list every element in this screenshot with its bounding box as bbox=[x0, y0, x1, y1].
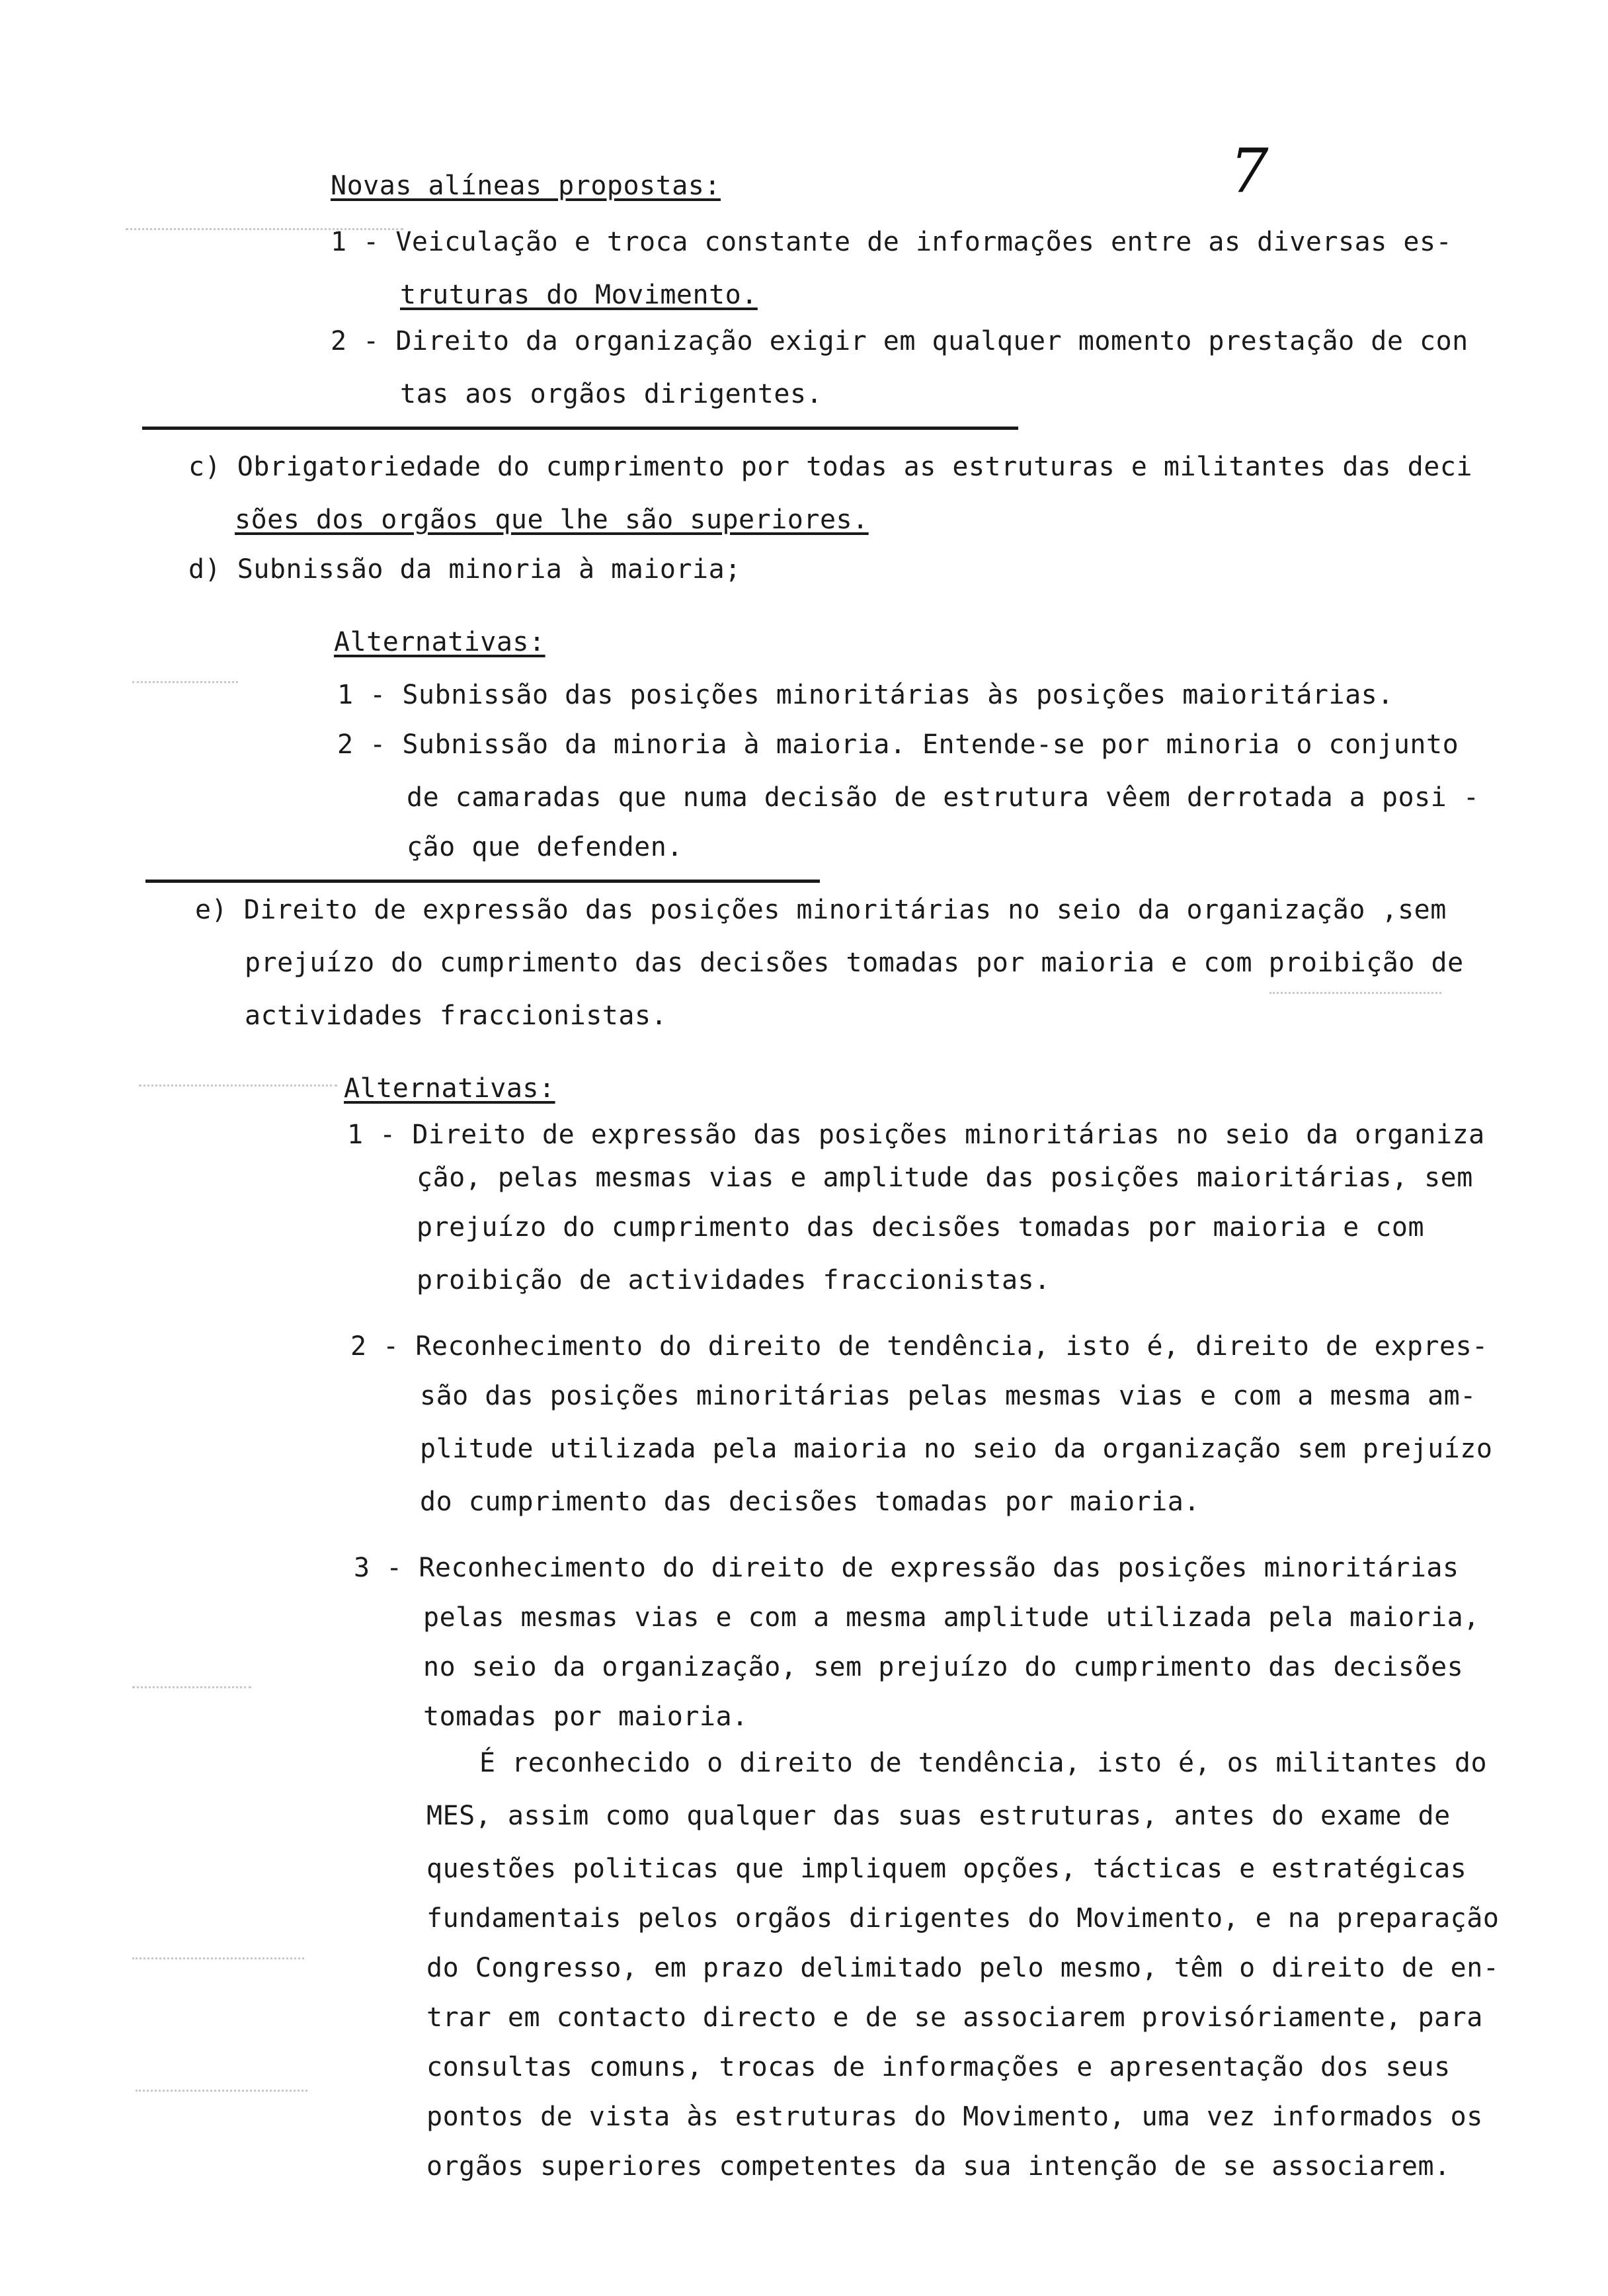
paragraph-line: trar em contacto directo e de se associarem provisóriamente, para bbox=[426, 2002, 1483, 2033]
proposal-line: 1 - Veiculação e troca constante de informações entre as diversas es- bbox=[331, 227, 1453, 257]
alternative-line: prejuízo do cumprimento das decisões tomadas por maioria e com bbox=[417, 1212, 1425, 1243]
point-d-line: d) Subnissão da minoria à maioria; bbox=[188, 554, 741, 585]
alternative-line: tomadas por maioria. bbox=[423, 1702, 748, 1732]
paragraph-line: MES, assim como qualquer das suas estruturas, antes do exame de bbox=[426, 1801, 1451, 1831]
paragraph-line: É reconhecido o direito de tendência, isto é, os militantes do bbox=[479, 1748, 1488, 1778]
proposal-line: tas aos orgãos dirigentes. bbox=[400, 379, 823, 409]
bleed-through-mark bbox=[132, 1686, 251, 1700]
alternative-line: no seio da organização, sem prejuízo do cumprimento das decisões bbox=[423, 1652, 1464, 1682]
alternative-line: 2 - Reconhecimento do direito de tendência, isto é, direito de expres- bbox=[350, 1331, 1488, 1362]
bleed-through-mark bbox=[136, 2090, 307, 2104]
alternative-line: ção que defenden. bbox=[407, 832, 683, 862]
page-number: 7 bbox=[1230, 136, 1269, 206]
alternative-line: 1 - Subnissão das posições minoritárias às posições maioritárias. bbox=[337, 680, 1394, 710]
bleed-through-mark bbox=[139, 1085, 337, 1098]
paragraph-line: fundamentais pelos orgãos dirigentes do Movimento, e na preparação bbox=[426, 1903, 1500, 1934]
alternatives-heading: Alternativas: bbox=[344, 1073, 555, 1104]
alternative-line: ção, pelas mesmas vias e amplitude das posições maioritárias, sem bbox=[417, 1163, 1473, 1193]
point-c-line: sões dos orgãos que lhe são superiores. bbox=[235, 505, 869, 535]
alternative-line: plitude utilizada pela maioria no seio da organização sem prejuízo bbox=[420, 1434, 1493, 1464]
paragraph-line: orgãos superiores competentes da sua intenção de se associarem. bbox=[426, 2151, 1451, 2182]
point-e-line: actividades fraccionistas. bbox=[245, 1001, 668, 1031]
alternatives-heading: Alternativas: bbox=[334, 627, 545, 657]
separator-rule bbox=[145, 880, 820, 883]
proposal-line: truturas do Movimento. bbox=[400, 280, 758, 310]
alternative-line: de camaradas que numa decisão de estrutura vêem derrotada a posi - bbox=[407, 782, 1480, 813]
alternative-line: proibição de actividades fraccionistas. bbox=[417, 1265, 1051, 1295]
bleed-through-mark bbox=[132, 681, 238, 695]
alternative-line: são das posições minoritárias pelas mesmas vias e com a mesma am- bbox=[420, 1381, 1476, 1411]
alternative-line: 2 - Subnissão da minoria à maioria. Entende-se por minoria o conjunto bbox=[337, 729, 1459, 760]
paragraph-line: pontos de vista às estruturas do Movimento, uma vez informados os bbox=[426, 2102, 1483, 2132]
point-e-line: e) Direito de expressão das posições minoritárias no seio da organização ,sem bbox=[195, 895, 1447, 925]
section-heading: Novas alíneas propostas: bbox=[331, 171, 721, 201]
paragraph-line: questões politicas que impliquem opções, tácticas e estratégicas bbox=[426, 1854, 1467, 1884]
alternative-line: do cumprimento das decisões tomadas por maioria. bbox=[420, 1487, 1200, 1517]
bleed-through-mark bbox=[132, 1957, 304, 1971]
point-e-line: prejuízo do cumprimento das decisões tomadas por maioria e com proibição de bbox=[245, 948, 1464, 978]
separator-rule bbox=[142, 427, 1018, 430]
alternative-line: 1 - Direito de expressão das posições minoritárias no seio da organiza bbox=[347, 1120, 1485, 1150]
bleed-through-mark bbox=[1269, 992, 1441, 1006]
paragraph-line: consultas comuns, trocas de informações e apresentação dos seus bbox=[426, 2052, 1451, 2082]
proposal-line: 2 - Direito da organização exigir em qualquer momento prestação de con bbox=[331, 326, 1468, 356]
alternative-line: 3 - Reconhecimento do direito de expressão das posições minoritárias bbox=[354, 1553, 1459, 1583]
paragraph-line: do Congresso, em prazo delimitado pelo mesmo, têm o direito de en- bbox=[426, 1953, 1500, 1983]
point-c-line: c) Obrigatoriedade do cumprimento por todas as estruturas e militantes das deci bbox=[188, 452, 1472, 482]
alternative-line: pelas mesmas vias e com a mesma amplitude utilizada pela maioria, bbox=[423, 1602, 1480, 1633]
